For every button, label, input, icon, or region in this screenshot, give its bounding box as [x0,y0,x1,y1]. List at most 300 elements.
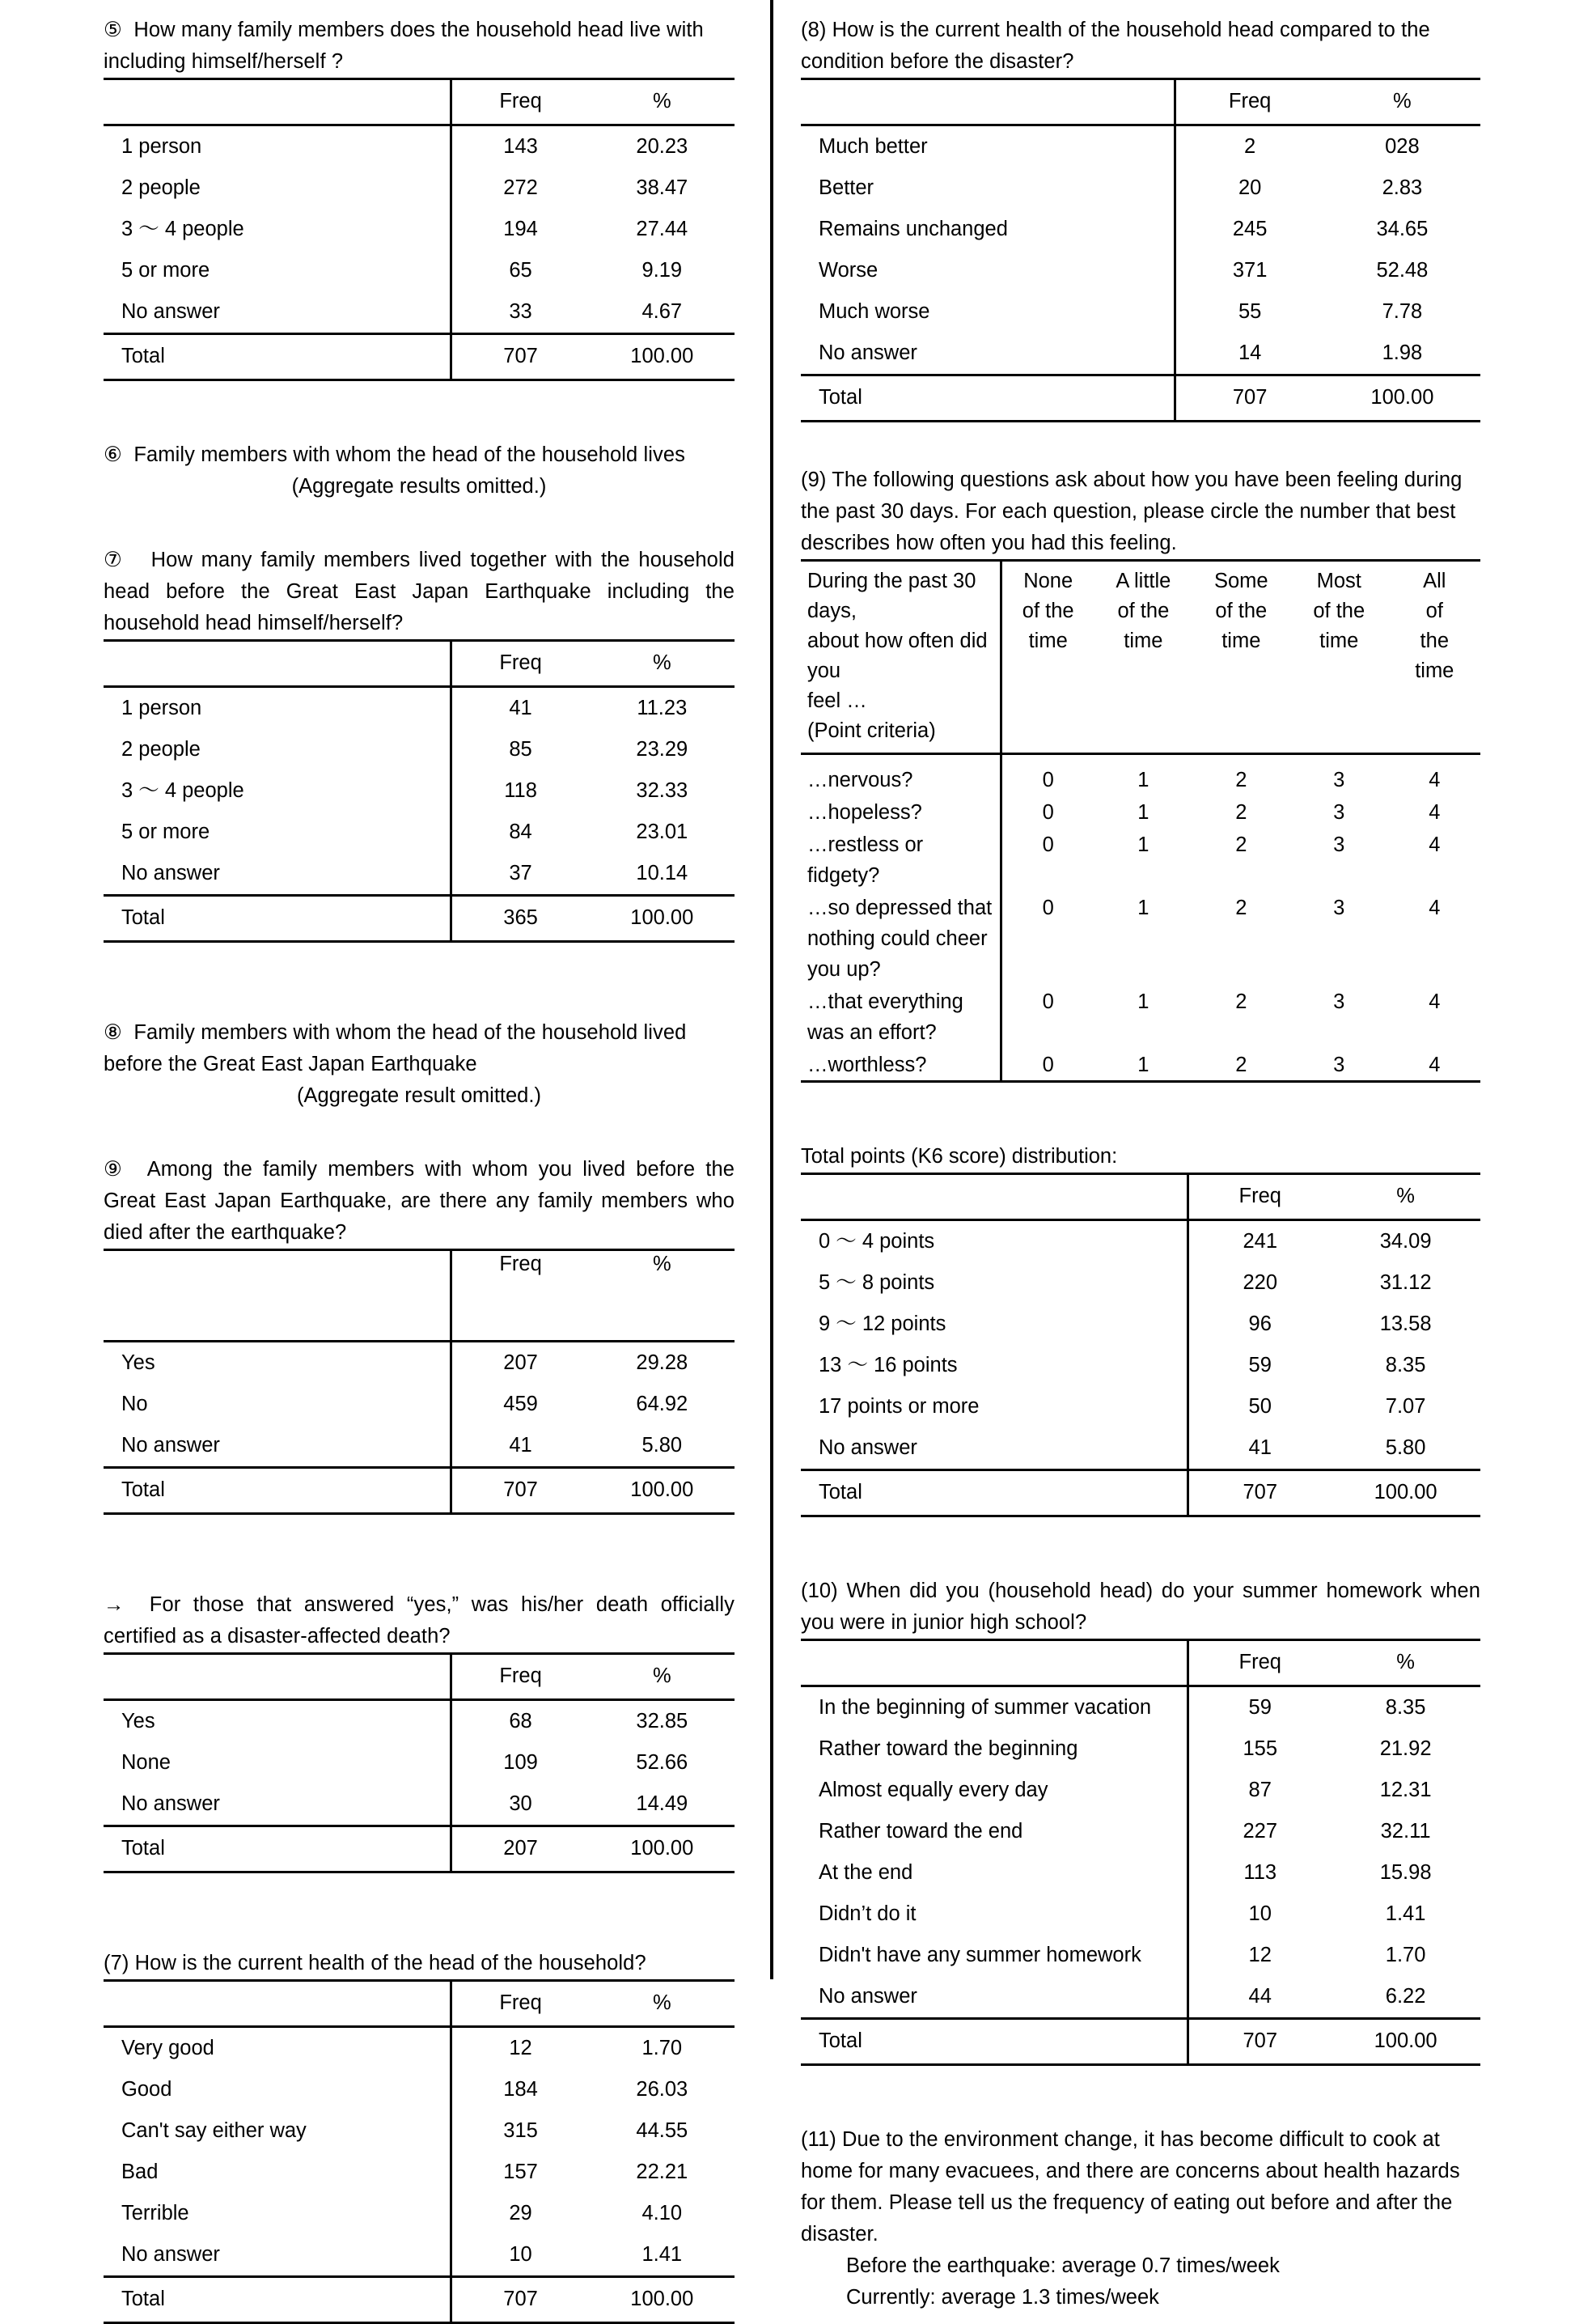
col-header-pct: % [1331,1640,1480,1686]
row-freq: 85 [509,737,532,761]
matrix-row-header-line-1: During the past 30 days, [807,570,976,622]
col-header-line: time [1028,630,1068,652]
table-row [801,125,1480,168]
matrix-value: 3 [1333,897,1345,919]
row-label: Rather toward the end [801,1811,1188,1852]
row-label: 13 ～ 16 points [801,1345,1188,1386]
matrix-value: 1 [1137,769,1149,791]
question-9-followup-text [104,1589,735,1652]
table-total-row [104,1468,735,1514]
question-7-health-text: (7) How is the current health of the head of the household? [104,1952,646,1974]
table-header-row [104,79,735,125]
col-header-label [104,1654,451,1700]
row-label: No answer [104,291,451,334]
row-pct: 34.65 [1376,217,1429,240]
matrix-value: 3 [1333,769,1345,791]
row-pct: 38.47 [636,176,688,199]
row-freq: 30 [509,1792,532,1815]
matrix-item-label: …nervous? [801,754,1001,796]
total-label: Total [104,1468,451,1514]
col-header-freq: Freq [1175,79,1324,125]
table-row [801,1894,1480,1935]
row-label: Bad [104,2152,451,2193]
question-8-text [104,1017,735,1080]
matrix-row-header-line-4: (Point criteria) [807,719,936,742]
row-pct: 5.80 [641,1433,683,1457]
table-row [104,168,735,209]
row-freq: 20 [1238,176,1262,199]
row-freq: 29 [509,2201,532,2224]
row-label: No answer [801,333,1175,375]
table-row [801,291,1480,333]
matrix-col-header-none [1001,561,1094,753]
row-freq: 143 [503,134,538,158]
row-pct: 2.83 [1382,176,1423,199]
row-freq: 65 [509,258,532,282]
matrix-value: 0 [1042,769,1054,791]
row-pct: 028 [1385,134,1420,158]
k6-score-caption: Total points (K6 score) distribution: [801,1145,1118,1168]
col-header-freq: Freq [451,79,590,125]
matrix-value: 4 [1429,1054,1441,1076]
matrix-value: 3 [1333,990,1345,1013]
row-label: Worse [801,250,1175,291]
col-header-line: All [1423,570,1446,592]
row-label: 0 ～ 4 points [801,1220,1188,1263]
col-header-pct: % [590,641,735,687]
table-header-row [801,79,1480,125]
matrix-row-header-line-2: about how often did you [807,630,988,682]
question-9-k6-text: (9) The following questions ask about how you have been feeling during the past 30 days. For each question, please circle the number that best describes how often you had this feeling. [801,469,1463,554]
col-header-line: None [1023,570,1073,592]
total-label: Total [104,896,451,942]
col-header-line: of the [1117,600,1170,622]
matrix-value: 3 [1333,833,1345,856]
row-freq: 184 [503,2077,538,2101]
col-header-freq: Freq [451,641,590,687]
total-pct: 100.00 [590,2277,735,2323]
row-pct: 1.41 [641,2242,683,2266]
table-row [104,250,735,291]
row-label: 2 people [104,168,451,209]
row-pct: 4.67 [641,299,683,323]
col-header-label [801,1174,1188,1220]
row-label: Much worse [801,291,1175,333]
table-row [801,1386,1480,1427]
row-label: No answer [801,1976,1188,2019]
total-freq: 707 [451,334,590,380]
matrix-item-row [801,754,1480,796]
row-freq: 55 [1238,299,1262,323]
table-row [104,125,735,168]
row-freq: 96 [1248,1312,1272,1335]
row-label: No answer [801,1427,1188,1470]
table-row [801,209,1480,250]
row-label: In the beginning of summer vacation [801,1686,1188,1729]
table-total-row [104,334,735,380]
matrix-value: 4 [1429,833,1441,856]
table-row [801,168,1480,209]
row-pct: 52.66 [636,1750,688,1774]
col-header-line: of the [1313,600,1365,622]
total-pct: 100.00 [1331,2019,1480,2065]
table-row [801,1976,1480,2019]
row-pct: 1.70 [641,2036,683,2059]
matrix-value: 4 [1429,897,1441,919]
row-label: Yes [104,1700,451,1743]
table-row [104,2027,735,2070]
table-row [104,1700,735,1743]
col-header-label [104,641,451,687]
row-label: No answer [104,1425,451,1468]
row-label: No answer [104,853,451,896]
row-pct: 22.21 [636,2160,688,2183]
matrix-item-label: …worthless? [801,1048,1001,1082]
table-row [801,1811,1480,1852]
matrix-value: 2 [1235,833,1247,856]
table-row [104,1342,735,1385]
row-pct: 8.35 [1385,1695,1426,1719]
row-label: Good [104,2069,451,2110]
table-row [104,687,735,730]
matrix-value: 1 [1137,897,1149,919]
col-header-pct: % [1331,1174,1480,1220]
question-9-followup-table [104,1652,735,1873]
total-label: Total [801,2019,1188,2065]
matrix-value: 2 [1235,769,1247,791]
table-row [104,1742,735,1783]
matrix-value: 3 [1333,1054,1345,1076]
table-row [104,2110,735,2152]
row-label: 5 ～ 8 points [801,1262,1188,1304]
matrix-row-header-line-3: feel … [807,689,867,712]
row-pct: 31.12 [1379,1270,1432,1294]
total-label: Total [801,1470,1188,1516]
row-pct: 6.22 [1385,1984,1426,2008]
total-pct: 100.00 [590,896,735,942]
col-header-pct: % [590,1654,735,1700]
row-label: 5 or more [104,812,451,853]
row-freq: 10 [1248,1902,1272,1925]
table-row [801,1935,1480,1976]
col-header-label [104,1981,451,2027]
row-freq: 12 [509,2036,532,2059]
row-label: At the end [801,1852,1188,1894]
row-freq: 241 [1243,1229,1278,1253]
col-header-line: time [1319,630,1359,652]
col-header-freq: Freq [1188,1640,1331,1686]
total-pct: 100.00 [1331,1470,1480,1516]
matrix-value: 0 [1042,897,1054,919]
table-row [104,2069,735,2110]
table-row [104,2152,735,2193]
matrix-item-label: …so depressed that nothing could cheer you up? [801,891,1001,985]
row-freq: 371 [1232,258,1268,282]
row-pct: 7.78 [1382,299,1423,323]
question-8-health-text: (8) How is the current health of the household head compared to the condition before the disaster? [801,19,1430,73]
matrix-value: 0 [1042,1054,1054,1076]
table-row [104,812,735,853]
matrix-value: 4 [1429,990,1441,1013]
row-label: 17 points or more [801,1386,1188,1427]
row-freq: 41 [509,696,532,719]
matrix-value: 0 [1042,833,1054,856]
table-row [104,1425,735,1468]
row-pct: 7.07 [1385,1394,1426,1418]
col-header-line: time [1221,630,1261,652]
row-freq: 14 [1238,341,1262,364]
row-pct: 20.23 [636,134,688,158]
question-7-health-table [104,1979,735,2324]
table-header-row [104,1654,735,1700]
table-row [104,209,735,250]
row-label: Didn’t do it [801,1894,1188,1935]
row-freq: 459 [503,1392,538,1415]
row-pct: 8.35 [1385,1353,1426,1376]
row-freq: 41 [509,1433,532,1457]
row-label: 3 ～ 4 people [104,770,451,812]
question-6-number: ⑥ [104,443,122,466]
matrix-value: 2 [1235,1054,1247,1076]
table-row [801,1686,1480,1729]
total-pct: 100.00 [1324,375,1480,422]
table-row [104,729,735,770]
col-header-line: Some [1213,570,1268,592]
total-freq: 707 [1188,2019,1331,2065]
question-8-body: Family members with whom the head of the household lived before the Great East Japan Earthquake [104,1021,687,1075]
row-pct: 44.55 [636,2118,688,2142]
row-freq: 41 [1248,1436,1272,1459]
row-label: No answer [104,1783,451,1826]
arrow-icon: → [104,1593,125,1616]
table-total-row [801,1470,1480,1516]
matrix-item-label: …hopeless? [801,795,1001,828]
row-pct: 21.92 [1379,1737,1432,1760]
question-11-before-value: Before the earthquake: average 0.7 times/week [846,2254,1280,2277]
col-header-line: A little [1116,570,1171,592]
table-row [104,2234,735,2277]
row-freq: 157 [503,2160,538,2183]
row-freq: 315 [503,2118,538,2142]
matrix-value: 4 [1429,769,1441,791]
matrix-value: 1 [1137,833,1149,856]
row-pct: 32.85 [636,1709,688,1732]
row-freq: 59 [1248,1353,1272,1376]
question-10-text: (10) When did you (household head) do your summer homework when you were in junior high school? [801,1580,1480,1634]
matrix-item-label: …restless or fidgety? [801,828,1001,891]
total-freq: 707 [451,1468,590,1514]
col-header-freq: Freq [451,1981,590,2027]
matrix-value: 2 [1235,801,1247,824]
k6-matrix-table [801,559,1480,1083]
question-5-table [104,78,735,381]
row-pct: 27.44 [636,217,688,240]
matrix-header-row [801,561,1480,753]
question-7-table [104,639,735,943]
matrix-value: 4 [1429,801,1441,824]
table-row [801,1427,1480,1470]
table-row [801,1262,1480,1304]
table-row [801,1304,1480,1345]
row-freq: 68 [509,1709,532,1732]
matrix-item-row [801,795,1480,828]
table-total-row [801,2019,1480,2065]
table-total-row [801,375,1480,422]
matrix-value: 1 [1137,801,1149,824]
row-pct: 4.10 [641,2201,683,2224]
table-row [104,1384,735,1425]
row-pct: 29.28 [636,1351,688,1374]
row-pct: 15.98 [1379,1860,1432,1884]
question-9-number: ⑨ [104,1158,127,1181]
question-9-table [104,1249,735,1515]
row-freq: 44 [1248,1984,1272,2008]
row-label: Terrible [104,2193,451,2234]
row-freq: 2 [1244,134,1256,158]
question-8-number: ⑧ [104,1021,122,1044]
row-freq: 33 [509,299,532,323]
matrix-value: 2 [1235,990,1247,1013]
row-pct: 23.01 [636,820,688,843]
table-row [104,291,735,334]
matrix-item-row [801,828,1480,891]
total-freq: 707 [451,2277,590,2323]
row-freq: 207 [503,1351,538,1374]
table-row [801,1728,1480,1770]
question-6-body: Family members with whom the head of the household lives [133,443,686,466]
row-pct: 52.48 [1376,258,1429,282]
left-column [104,15,735,2324]
col-header-freq: Freq [451,1654,590,1700]
row-freq: 194 [503,217,538,240]
column-divider [770,0,773,1979]
question-11-currently-value: Currently: average 1.3 times/week [846,2286,1159,2309]
total-label: Total [104,2277,451,2323]
table-row [801,1770,1480,1811]
row-freq: 155 [1243,1737,1278,1760]
total-freq: 207 [451,1826,590,1872]
row-label: No [104,1384,451,1425]
table-header-row [801,1640,1480,1686]
row-freq: 59 [1248,1695,1272,1719]
col-header-line: time [1124,630,1163,652]
total-freq: 707 [1175,375,1324,422]
total-label: Total [104,1826,451,1872]
question-9-body: Among the family members with whom you lived before the Great East Japan Earthquake, are there any family members who died after the earthquake? [104,1158,735,1244]
question-5-body: How many family members does the household head live with including himself/herself ? [104,19,704,73]
question-5-number: ⑤ [104,19,122,41]
total-label: Total [104,334,451,380]
table-row [801,1345,1480,1386]
row-label: 1 person [104,125,451,168]
table-total-row [104,2277,735,2323]
table-row [104,2193,735,2234]
total-pct: 100.00 [590,1826,735,1872]
row-label: Remains unchanged [801,209,1175,250]
row-label: Can't say either way [104,2110,451,2152]
table-row [801,1852,1480,1894]
row-pct: 10.14 [636,861,688,884]
row-pct: 14.49 [636,1792,688,1815]
col-header-line: Most [1316,570,1361,592]
col-header-pct: % [590,1250,735,1342]
question-8-health-table [801,78,1480,422]
question-5-text [104,15,735,78]
row-pct: 1.41 [1385,1902,1426,1925]
matrix-value: 1 [1137,990,1149,1013]
row-pct: 34.09 [1379,1229,1432,1253]
row-pct: 32.11 [1380,1819,1431,1843]
question-6-text [104,439,735,471]
row-label: Very good [104,2027,451,2070]
question-7-text [104,545,735,639]
row-label: Yes [104,1342,451,1385]
matrix-col-header-a-little [1094,561,1193,753]
row-freq: 84 [509,820,532,843]
row-label: Much better [801,125,1175,168]
table-header-row [801,1174,1480,1220]
col-header-label [104,79,451,125]
row-label: Better [801,168,1175,209]
row-pct: 12.31 [1379,1778,1432,1801]
row-pct: 11.23 [637,696,688,719]
col-header-freq: Freq [1188,1174,1331,1220]
question-9-text [104,1154,735,1249]
table-row [801,333,1480,375]
table-header-row [104,641,735,687]
matrix-item-row [801,1048,1480,1082]
col-header-line: of [1425,600,1443,622]
matrix-value: 3 [1333,801,1345,824]
row-freq: 12 [1248,1943,1272,1966]
col-header-line: time [1415,659,1454,682]
table-row [801,1220,1480,1263]
total-freq: 707 [1188,1470,1331,1516]
row-pct: 1.70 [1385,1943,1426,1966]
question-7-body: How many family members lived together with the household head before the Great East Japan Earthquake including the household head himself/herself? [104,549,735,634]
question-9-followup-body: For those that answered “yes,” was his/her death officially certified as a disaster-affected death? [104,1593,735,1648]
right-column [801,15,1480,2313]
matrix-col-header-some [1193,561,1289,753]
row-freq: 10 [509,2242,532,2266]
table-row [104,770,735,812]
total-pct: 100.00 [590,334,735,380]
table-row [801,250,1480,291]
table-row [104,853,735,896]
row-label: 1 person [104,687,451,730]
matrix-value: 0 [1042,801,1054,824]
question-10-table [801,1639,1480,2066]
table-header-row [104,1981,735,2027]
row-label: 5 or more [104,250,451,291]
total-label: Total [801,375,1175,422]
row-freq: 109 [503,1750,538,1774]
row-freq: 245 [1232,217,1268,240]
matrix-value: 1 [1137,1054,1149,1076]
matrix-col-header-most [1289,561,1389,753]
row-label: 9 ～ 12 points [801,1304,1188,1345]
col-header-label [104,1250,451,1342]
row-label: None [104,1742,451,1783]
row-pct: 26.03 [636,2077,688,2101]
table-row [104,1783,735,1826]
col-header-line: of the [1215,600,1268,622]
question-6-note: (Aggregate results omitted.) [291,475,547,498]
col-header-line: of the [1022,600,1074,622]
row-freq: 227 [1243,1819,1278,1843]
col-header-pct: % [590,79,735,125]
row-label: Didn't have any summer homework [801,1935,1188,1976]
